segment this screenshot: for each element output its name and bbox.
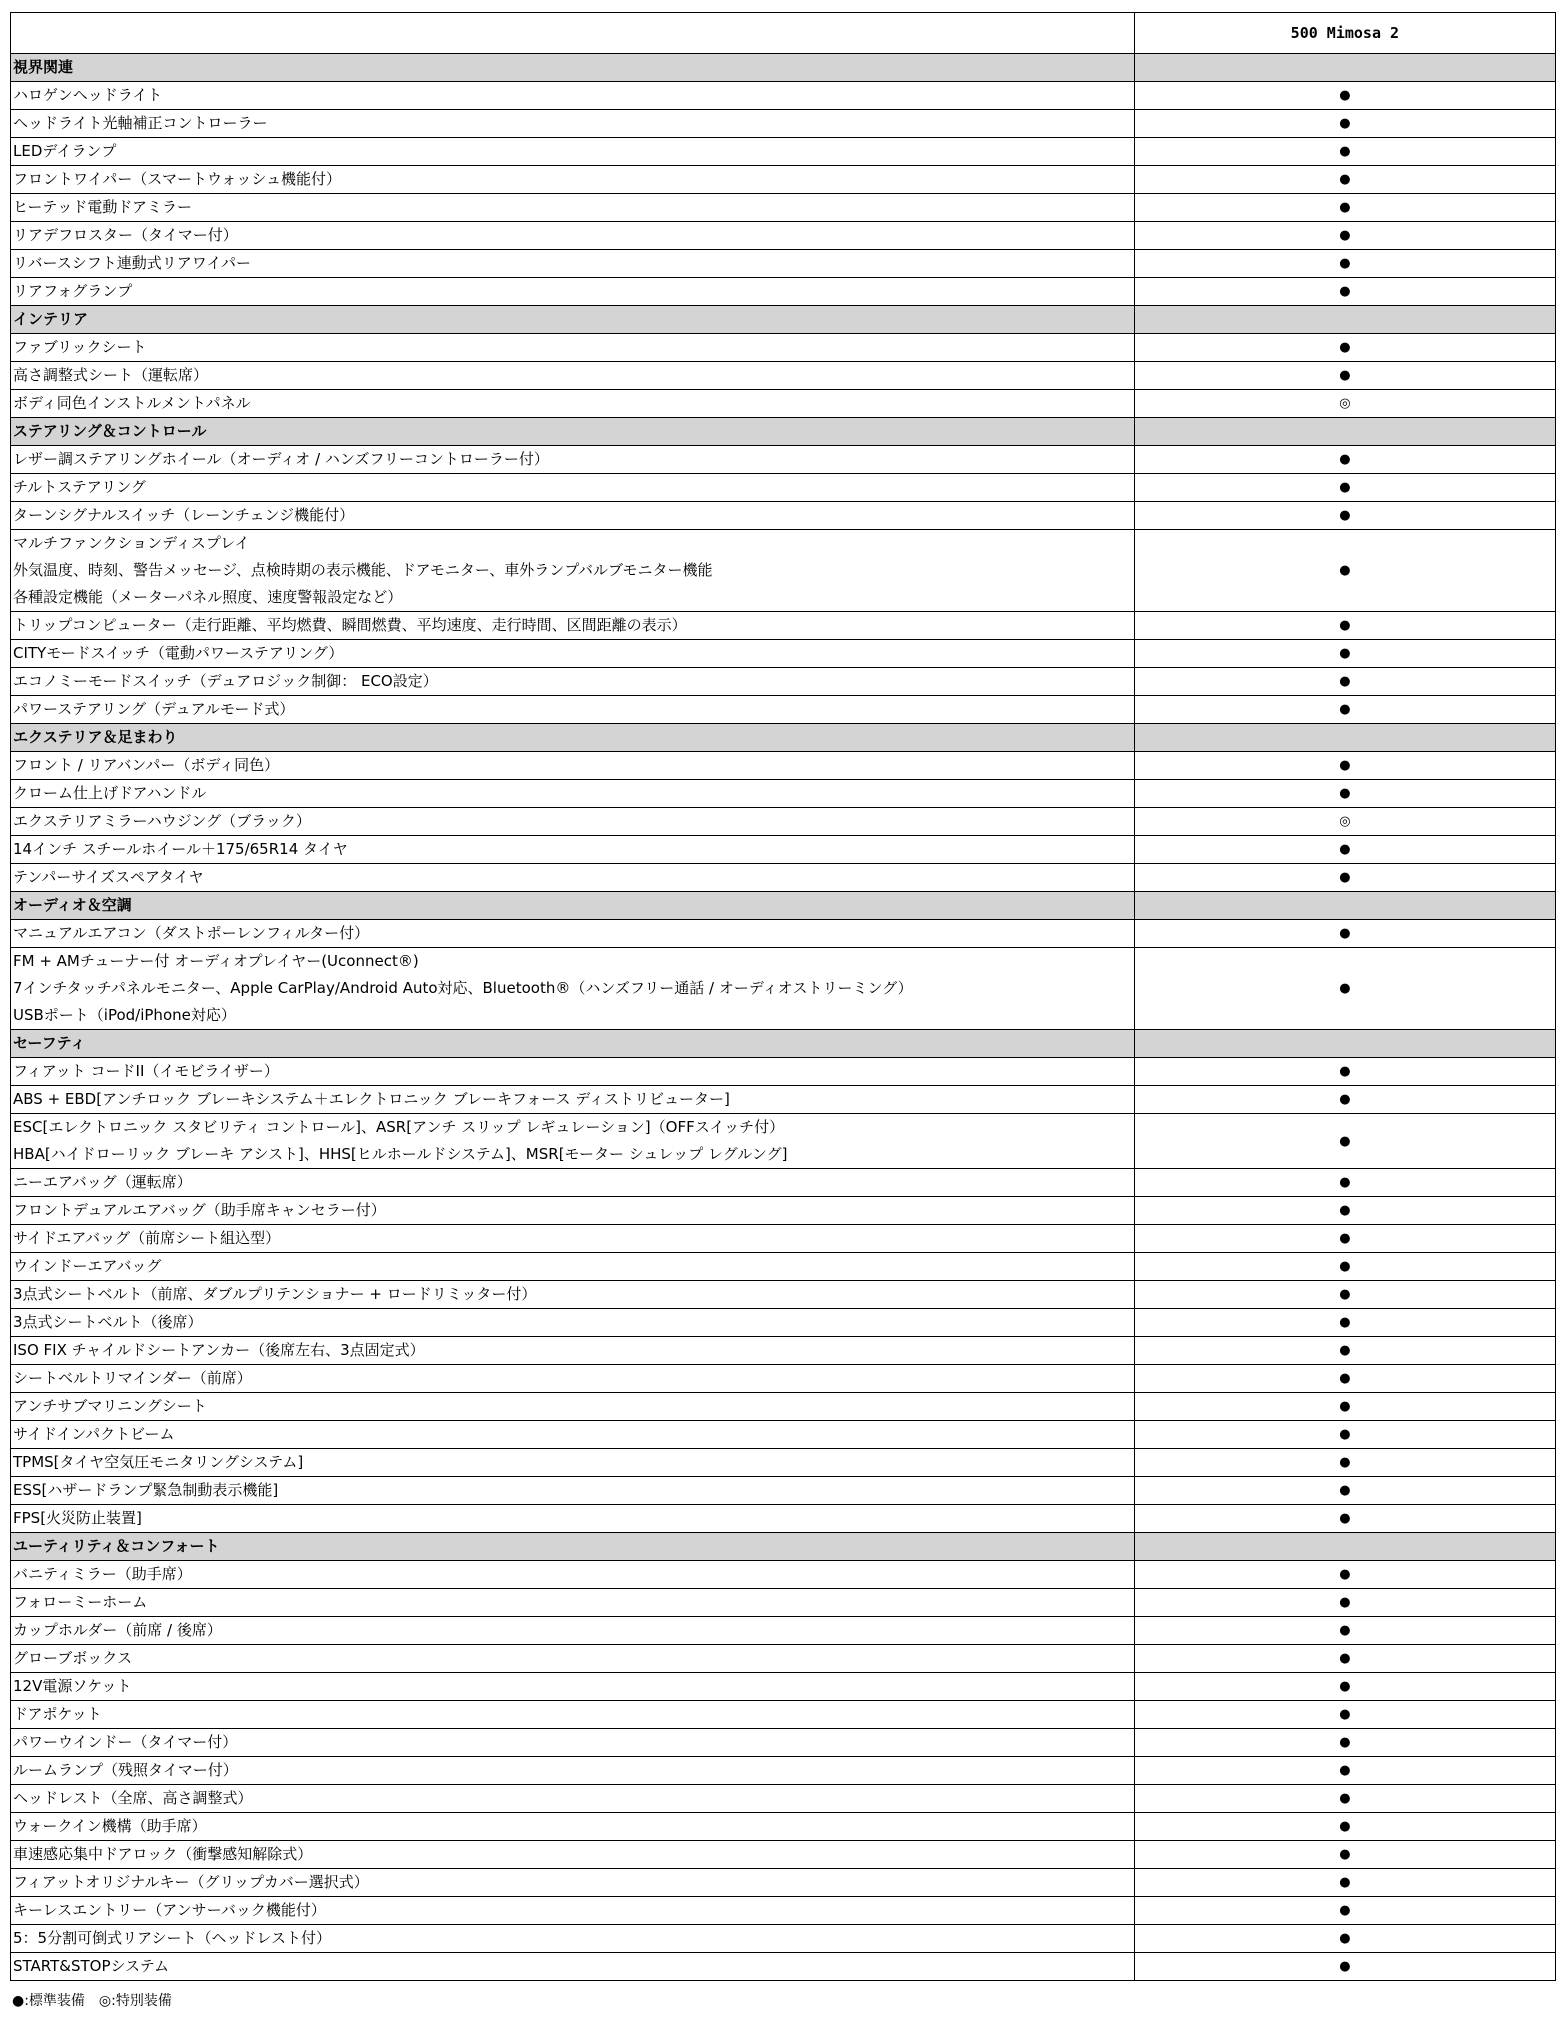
spec-label: ヘッドライト光軸補正コントローラー — [13, 114, 268, 132]
spec-row — [11, 1365, 1556, 1393]
spec-label-detail: 各種設定機能（メーターパネル照度、速度警報設定など） — [13, 588, 403, 606]
category-value-cell — [1134, 724, 1555, 752]
standard-equipment-mark: ● — [1134, 1729, 1555, 1757]
standard-equipment-mark: ● — [1134, 446, 1555, 474]
standard-equipment-mark: ● — [1134, 334, 1555, 362]
spec-row — [11, 1477, 1556, 1505]
spec-label: エクステリアミラーハウジング（ブラック） — [13, 812, 311, 830]
spec-label-cell — [11, 1953, 1135, 1981]
spec-label-cell — [11, 1225, 1135, 1253]
standard-equipment-mark: ● — [1134, 1589, 1555, 1617]
spec-row — [11, 864, 1556, 892]
spec-row — [11, 1701, 1556, 1729]
spec-row — [11, 222, 1556, 250]
spec-row — [11, 668, 1556, 696]
standard-equipment-mark: ● — [1134, 696, 1555, 724]
category-title: セーフティ — [11, 1030, 1135, 1058]
category-row — [11, 724, 1556, 752]
standard-equipment-mark: ● — [1134, 166, 1555, 194]
spec-label-cell — [11, 474, 1135, 502]
spec-label-cell — [11, 1477, 1135, 1505]
spec-row — [11, 1925, 1556, 1953]
standard-equipment-mark: ● — [1134, 474, 1555, 502]
spec-row — [11, 502, 1556, 530]
standard-equipment-mark: ● — [1134, 780, 1555, 808]
spec-row — [11, 1589, 1556, 1617]
category-row — [11, 418, 1556, 446]
standard-equipment-mark: ● — [1134, 1841, 1555, 1869]
spec-label-cell — [11, 612, 1135, 640]
spec-label: グローブボックス — [13, 1649, 133, 1667]
spec-row — [11, 82, 1556, 110]
spec-row — [11, 752, 1556, 780]
spec-label-cell — [11, 1309, 1135, 1337]
category-value-cell — [1134, 54, 1555, 82]
standard-equipment-mark: ● — [1134, 1393, 1555, 1421]
spec-label-cell — [11, 780, 1135, 808]
legend-note: ●:標準装備 ◎:特別装備 — [12, 1993, 172, 2009]
spec-label-cell — [11, 1505, 1135, 1533]
header-corner-cell — [11, 13, 1135, 54]
spec-label-cell — [11, 1757, 1135, 1785]
spec-label: ファブリックシート — [13, 338, 147, 356]
spec-row — [11, 166, 1556, 194]
standard-equipment-mark: ● — [1134, 110, 1555, 138]
spec-label: マニュアルエアコン（ダストポーレンフィルター付） — [13, 924, 370, 942]
spec-label: レザー調ステアリングホイール（オーディオ / ハンズフリーコントローラー付） — [13, 450, 549, 468]
spec-label-cell — [11, 110, 1135, 138]
standard-equipment-mark: ● — [1134, 1505, 1555, 1533]
spec-label-cell — [11, 1897, 1135, 1925]
spec-label: フロント / リアバンパー（ボディ同色） — [13, 756, 280, 774]
spec-label: マルチファンクションディスプレイ — [13, 534, 250, 552]
standard-equipment-mark: ● — [1134, 1337, 1555, 1365]
spec-row — [11, 1561, 1556, 1589]
spec-label: 14インチ スチールホイール＋175/65R14 タイヤ — [13, 840, 348, 858]
spec-label-cell — [11, 278, 1135, 306]
category-row — [11, 54, 1556, 82]
spec-label-detail: 外気温度、時刻、警告メッセージ、点検時期の表示機能、ドアモニター、車外ランプバルブモニター機能 — [13, 561, 713, 579]
spec-row — [11, 1058, 1556, 1086]
spec-label-cell — [11, 446, 1135, 474]
spec-label-cell — [11, 864, 1135, 892]
spec-label-cell — [11, 808, 1135, 836]
category-row — [11, 1533, 1556, 1561]
spec-label-cell — [11, 1701, 1135, 1729]
standard-equipment-mark: ● — [1134, 612, 1555, 640]
spec-label: サイドエアバッグ（前席シート組込型） — [13, 1229, 281, 1247]
standard-equipment-mark: ● — [1134, 1169, 1555, 1197]
spec-label: ESS[ハザードランプ緊急制動表示機能] — [13, 1481, 279, 1499]
header-row — [11, 13, 1556, 54]
spec-label: フロントデュアルエアバッグ（助手席キャンセラー付） — [13, 1201, 386, 1219]
standard-equipment-mark: ● — [1134, 530, 1555, 612]
spec-label-cell — [11, 194, 1135, 222]
standard-equipment-mark: ● — [1134, 1281, 1555, 1309]
spec-label-cell — [11, 502, 1135, 530]
spec-row — [11, 474, 1556, 502]
spec-label-cell — [11, 1729, 1135, 1757]
spec-label: パワーウインドー（タイマー付） — [13, 1733, 238, 1751]
spec-label: ヒーテッド電動ドアミラー — [13, 198, 192, 216]
spec-row — [11, 1729, 1556, 1757]
spec-label-cell — [11, 138, 1135, 166]
standard-equipment-mark: ● — [1134, 920, 1555, 948]
spec-row — [11, 1673, 1556, 1701]
spec-label: フィアットオリジナルキー（グリップカバー選択式） — [13, 1873, 369, 1891]
spec-label-cell — [11, 640, 1135, 668]
category-value-cell — [1134, 1533, 1555, 1561]
spec-label-cell — [11, 82, 1135, 110]
spec-row — [11, 1197, 1556, 1225]
spec-label-cell — [11, 362, 1135, 390]
spec-row — [11, 1225, 1556, 1253]
spec-row — [11, 110, 1556, 138]
spec-label: フロントワイパー（スマートウォッシュ機能付） — [13, 170, 342, 188]
spec-label-detail: 7インチタッチパネルモニター、Apple CarPlay/Android Auto対応、Bluetooth®（ハンズフリー通話 / オーディオストリーミング） — [13, 979, 913, 997]
standard-equipment-mark: ● — [1134, 82, 1555, 110]
spec-row — [11, 278, 1556, 306]
spec-label: 12V電源ソケット — [13, 1677, 132, 1695]
spec-label: FM + AMチューナー付 オーディオプレイヤー(Uconnect®) — [13, 952, 419, 970]
spec-label-cell — [11, 920, 1135, 948]
standard-equipment-mark: ● — [1134, 1114, 1555, 1169]
standard-equipment-mark: ● — [1134, 1365, 1555, 1393]
spec-row — [11, 390, 1556, 418]
spec-label: 3点式シートベルト（前席、ダブルプリテンショナー + ロードリミッター付） — [13, 1285, 537, 1303]
spec-label-cell — [11, 530, 1135, 612]
spec-label: LEDデイランプ — [13, 142, 117, 160]
category-title: ステアリング＆コントロール — [11, 418, 1135, 446]
spec-row — [11, 1421, 1556, 1449]
spec-label-cell — [11, 948, 1135, 1030]
spec-row — [11, 1505, 1556, 1533]
spec-label: バニティミラー（助手席） — [13, 1565, 192, 1583]
spec-row — [11, 250, 1556, 278]
spec-label: ISO FIX チャイルドシートアンカー（後席左右、3点固定式） — [13, 1341, 425, 1359]
category-row — [11, 1030, 1556, 1058]
standard-equipment-mark: ● — [1134, 1953, 1555, 1981]
standard-equipment-mark: ● — [1134, 1225, 1555, 1253]
standard-equipment-mark: ● — [1134, 138, 1555, 166]
spec-label: ターンシグナルスイッチ（レーンチェンジ機能付） — [13, 506, 355, 524]
spec-label: ニーエアバッグ（運転席） — [13, 1173, 192, 1191]
spec-label: 高さ調整式シート（運転席） — [13, 366, 209, 384]
spec-label-cell — [11, 1421, 1135, 1449]
standard-equipment-mark: ● — [1134, 1617, 1555, 1645]
spec-row — [11, 640, 1556, 668]
standard-equipment-mark: ● — [1134, 194, 1555, 222]
model-name-header: 500 Mimosa 2 — [1134, 13, 1555, 54]
spec-label: テンパーサイズスペアタイヤ — [13, 868, 204, 886]
spec-label: チルトステアリング — [13, 478, 146, 496]
spec-label: エコノミーモードスイッチ（デュアロジック制御： ECO設定） — [13, 672, 438, 690]
spec-label: トリップコンピューター（走行距離、平均燃費、瞬間燃費、平均速度、走行時間、区間距離の表示） — [13, 616, 687, 634]
spec-label-cell — [11, 1197, 1135, 1225]
spec-row — [11, 780, 1556, 808]
spec-label-cell — [11, 696, 1135, 724]
standard-equipment-mark: ● — [1134, 1561, 1555, 1589]
spec-row — [11, 696, 1556, 724]
standard-equipment-mark: ● — [1134, 1869, 1555, 1897]
spec-row — [11, 1813, 1556, 1841]
spec-label-cell — [11, 1365, 1135, 1393]
category-value-cell — [1134, 418, 1555, 446]
spec-label: 車速感応集中ドアロック（衝撃感知解除式） — [13, 1845, 313, 1863]
spec-label: ABS + EBD[アンチロック ブレーキシステム＋エレクトロニック ブレーキフォース ディストリビューター] — [13, 1090, 730, 1108]
category-title: エクステリア＆足まわり — [11, 724, 1135, 752]
standard-equipment-mark: ● — [1134, 1309, 1555, 1337]
spec-row — [11, 1449, 1556, 1477]
spec-table-body — [11, 13, 1556, 1981]
spec-label-cell — [11, 1813, 1135, 1841]
spec-row — [11, 1086, 1556, 1114]
spec-label-cell — [11, 1869, 1135, 1897]
spec-label: ウォークイン機構（助手席） — [13, 1817, 207, 1835]
category-row — [11, 306, 1556, 334]
standard-equipment-mark: ● — [1134, 1785, 1555, 1813]
spec-label: パワーステアリング（デュアルモード式） — [13, 700, 295, 718]
standard-equipment-mark: ● — [1134, 1253, 1555, 1281]
spec-row — [11, 1309, 1556, 1337]
spec-label-cell — [11, 1841, 1135, 1869]
standard-equipment-mark: ● — [1134, 1897, 1555, 1925]
spec-label: ハロゲンヘッドライト — [13, 86, 163, 104]
standard-equipment-mark: ● — [1134, 836, 1555, 864]
spec-label: フォローミーホーム — [13, 1593, 148, 1611]
spec-label: ドアポケット — [13, 1705, 102, 1723]
spec-label: ウインドーエアバッグ — [13, 1257, 162, 1275]
spec-label-cell — [11, 390, 1135, 418]
spec-label-detail: HBA[ハイドローリック ブレーキ アシスト]、HHS[ヒルホールドシステム]、MSR[モーター シュレップ レグルング] — [13, 1145, 788, 1163]
spec-row — [11, 948, 1556, 1030]
spec-label-cell — [11, 1925, 1135, 1953]
spec-label: キーレスエントリー（アンサーバック機能付） — [13, 1901, 326, 1919]
spec-label-cell — [11, 166, 1135, 194]
spec-label-cell — [11, 1337, 1135, 1365]
spec-row — [11, 194, 1556, 222]
spec-row — [11, 138, 1556, 166]
standard-equipment-mark: ● — [1134, 640, 1555, 668]
spec-label-cell — [11, 250, 1135, 278]
standard-equipment-mark: ● — [1134, 1086, 1555, 1114]
spec-label-cell — [11, 1393, 1135, 1421]
category-title: 視界関連 — [11, 54, 1135, 82]
spec-row — [11, 1953, 1556, 1981]
spec-label-cell — [11, 752, 1135, 780]
spec-row — [11, 1393, 1556, 1421]
spec-row — [11, 530, 1556, 612]
spec-row — [11, 362, 1556, 390]
category-row — [11, 892, 1556, 920]
spec-row — [11, 1841, 1556, 1869]
spec-row — [11, 808, 1556, 836]
spec-label: 5：5分割可倒式リアシート（ヘッドレスト付） — [13, 1929, 332, 1947]
spec-row — [11, 1785, 1556, 1813]
spec-row — [11, 1337, 1556, 1365]
spec-row — [11, 1169, 1556, 1197]
standard-equipment-mark: ● — [1134, 1449, 1555, 1477]
category-value-cell — [1134, 306, 1555, 334]
category-title: オーディオ＆空調 — [11, 892, 1135, 920]
spec-label-cell — [11, 1253, 1135, 1281]
spec-label: ボディ同色インストルメントパネル — [13, 394, 251, 412]
spec-row — [11, 612, 1556, 640]
spec-row — [11, 836, 1556, 864]
standard-equipment-mark: ● — [1134, 1197, 1555, 1225]
category-title: ユーティリティ＆コンフォート — [11, 1533, 1135, 1561]
spec-row — [11, 1281, 1556, 1309]
spec-label-cell — [11, 1169, 1135, 1197]
standard-equipment-mark: ● — [1134, 1477, 1555, 1505]
spec-label: リアデフロスター（タイマー付） — [13, 226, 238, 244]
spec-label-cell — [11, 222, 1135, 250]
spec-label: リバースシフト連動式リアワイパー — [13, 254, 252, 272]
spec-label: ヘッドレスト（全席、高さ調整式） — [13, 1789, 253, 1807]
spec-row — [11, 446, 1556, 474]
spec-label: アンチサブマリニングシート — [13, 1397, 207, 1415]
standard-equipment-mark: ● — [1134, 1757, 1555, 1785]
spec-label: CITYモードスイッチ（電動パワーステアリング） — [13, 644, 344, 662]
standard-equipment-mark: ● — [1134, 502, 1555, 530]
spec-label-cell — [11, 1281, 1135, 1309]
spec-label-cell — [11, 1114, 1135, 1169]
spec-label-cell — [11, 334, 1135, 362]
standard-equipment-mark: ● — [1134, 278, 1555, 306]
spec-label: START&STOPシステム — [13, 1957, 170, 1975]
spec-label-cell — [11, 1449, 1135, 1477]
spec-label: ルームランプ（残照タイマー付） — [13, 1761, 238, 1779]
standard-equipment-mark: ● — [1134, 1673, 1555, 1701]
spec-label-cell — [11, 1058, 1135, 1086]
spec-row — [11, 1253, 1556, 1281]
spec-label: リアフォグランプ — [13, 282, 133, 300]
standard-equipment-mark: ● — [1134, 222, 1555, 250]
category-value-cell — [1134, 1030, 1555, 1058]
spec-row — [11, 1869, 1556, 1897]
spec-label: サイドインパクトビーム — [13, 1425, 175, 1443]
spec-row — [11, 1617, 1556, 1645]
spec-label-detail: USBポート（iPod/iPhone対応） — [13, 1006, 236, 1024]
spec-label-cell — [11, 1086, 1135, 1114]
optional-equipment-mark: ◎ — [1134, 808, 1555, 836]
spec-label-cell — [11, 1785, 1135, 1813]
spec-label-cell — [11, 1673, 1135, 1701]
spec-table — [10, 12, 1556, 1981]
spec-label-cell — [11, 1589, 1135, 1617]
spec-label: FPS[火災防止装置] — [13, 1509, 142, 1527]
spec-label: カップホルダー（前席 / 後席） — [13, 1621, 222, 1639]
optional-equipment-mark: ◎ — [1134, 390, 1555, 418]
standard-equipment-mark: ● — [1134, 1813, 1555, 1841]
spec-row — [11, 920, 1556, 948]
spec-label: ESC[エレクトロニック スタビリティ コントロール]、ASR[アンチ スリップ レギュレーション]（OFFスイッチ付） — [13, 1118, 785, 1136]
standard-equipment-mark: ● — [1134, 1421, 1555, 1449]
standard-equipment-mark: ● — [1134, 948, 1555, 1030]
spec-label-cell — [11, 1561, 1135, 1589]
spec-row — [11, 1114, 1556, 1169]
spec-label-cell — [11, 836, 1135, 864]
spec-row — [11, 334, 1556, 362]
category-title: インテリア — [11, 306, 1135, 334]
spec-label-cell — [11, 1617, 1135, 1645]
standard-equipment-mark: ● — [1134, 362, 1555, 390]
spec-label: シートベルトリマインダー（前席） — [13, 1369, 252, 1387]
spec-row — [11, 1757, 1556, 1785]
standard-equipment-mark: ● — [1134, 1645, 1555, 1673]
standard-equipment-mark: ● — [1134, 1058, 1555, 1086]
spec-label: 3点式シートベルト（後席） — [13, 1313, 203, 1331]
spec-label-cell — [11, 668, 1135, 696]
spec-label: TPMS[タイヤ空気圧モニタリングシステム] — [13, 1453, 304, 1471]
spec-row — [11, 1645, 1556, 1673]
standard-equipment-mark: ● — [1134, 1925, 1555, 1953]
spec-row — [11, 1897, 1556, 1925]
standard-equipment-mark: ● — [1134, 864, 1555, 892]
spec-label-cell — [11, 1645, 1135, 1673]
spec-label: フィアット コードII（イモビライザー） — [13, 1062, 279, 1080]
standard-equipment-mark: ● — [1134, 668, 1555, 696]
standard-equipment-mark: ● — [1134, 1701, 1555, 1729]
standard-equipment-mark: ● — [1134, 250, 1555, 278]
spec-label: クローム仕上げドアハンドル — [13, 784, 207, 802]
category-value-cell — [1134, 892, 1555, 920]
standard-equipment-mark: ● — [1134, 752, 1555, 780]
